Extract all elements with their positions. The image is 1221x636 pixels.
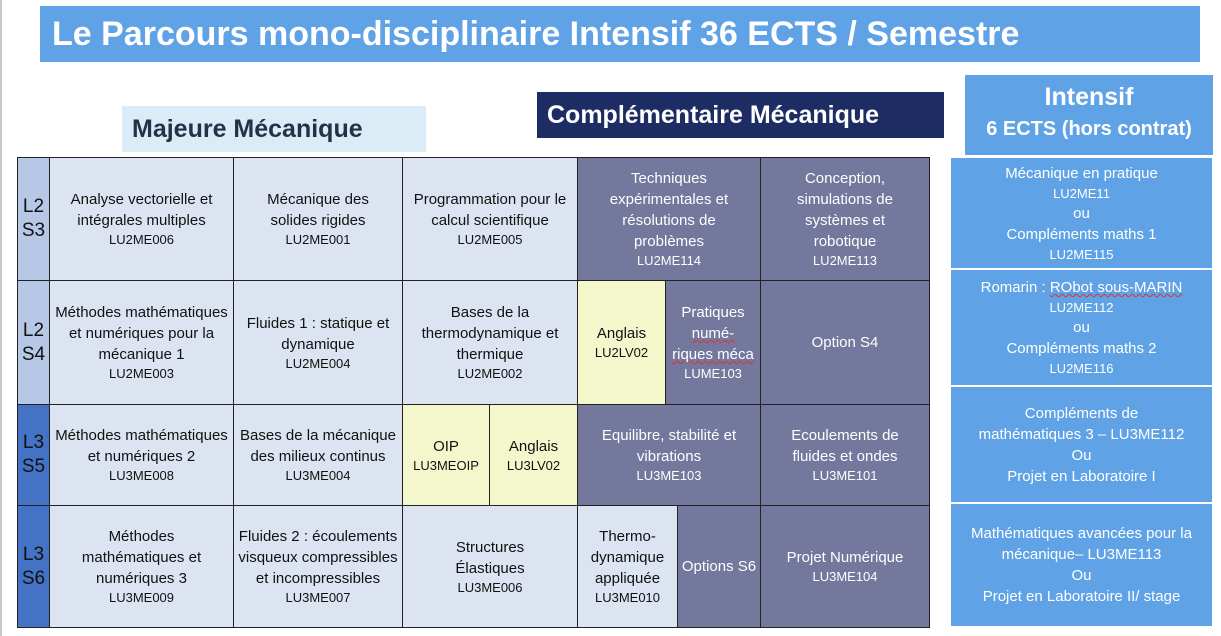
row-label-semester: S6 (21, 567, 46, 589)
intensif-option-a: Mécanique en pratique (1005, 164, 1158, 182)
row-label-year: L3 (22, 432, 45, 453)
course-cell (233, 404, 403, 506)
course-cell (402, 505, 578, 628)
course-name: Option S4 (811, 334, 879, 351)
course-name: Bases de la thermodynamique et thermique (421, 304, 559, 363)
course-cell (577, 505, 678, 628)
intensif-or: Ou (1071, 446, 1092, 464)
course-name: Fluides 1 : statique et dynamique (246, 314, 390, 353)
course-code: LU3ME103 (636, 468, 702, 483)
intensif-option-b: Compléments maths 2 (1006, 340, 1157, 357)
header-intensif (965, 75, 1213, 155)
course-cell (49, 505, 234, 628)
intensif-option-a: Compléments de mathématiques 3 – LU3ME112 (978, 404, 1185, 443)
intensif-or: ou (1073, 319, 1090, 336)
row-label-semester: S3 (21, 220, 46, 241)
course-cell (402, 157, 578, 281)
course-name: Anglais (508, 437, 559, 455)
course-code: LU2ME114 (636, 253, 702, 268)
course-name: Thermo-dynamique appliquée (590, 528, 665, 587)
course-name: Mécanique des solides rigides (267, 191, 369, 229)
row-label-l2-s4 (17, 280, 50, 405)
course-code: LUME103 (684, 366, 742, 381)
course-code: LU3MEOIP (413, 457, 479, 473)
course-name: Méthodes mathématiques et numériques 2 (55, 427, 228, 465)
course-name: Anglais (596, 325, 647, 342)
course-cell (402, 404, 490, 506)
course-code: LU3ME008 (108, 468, 175, 483)
intensif-option-a-title: RObot sous-MARIN (1049, 279, 1183, 296)
course-code: LU2ME003 (108, 366, 175, 381)
course-name: Projet Numérique (786, 549, 904, 566)
course-name: Techniques expérimentales et résolutions de problèmes (609, 170, 729, 250)
intensif-option-a: Mathématiques avancées pour la mécanique– LU3ME113 (971, 525, 1192, 563)
course-name: Bases de la mécanique des milieux continus (240, 427, 396, 465)
course-name: Conception, simulations de systèmes et robotique (797, 170, 893, 250)
course-name: Programmation pour le calcul scientifique (413, 191, 567, 229)
course-code: LU3ME007 (285, 590, 351, 605)
header-majeure: Majeure Mécanique (122, 106, 426, 152)
course-cell (489, 404, 578, 506)
course-code: LU3ME009 (108, 590, 175, 605)
intensif-or: ou (1073, 204, 1090, 222)
intensif-option-a (981, 277, 1183, 298)
row-label-semester: S4 (21, 343, 46, 365)
course-name: Analyse vectorielle et intégrales multiples (70, 191, 213, 229)
row-label-semester: S5 (21, 456, 46, 477)
header-intensif-title: Intensif (1044, 83, 1134, 111)
intensif-option-b: Projet en Laboratoire I (1007, 467, 1156, 485)
course-code: LU3ME010 (594, 590, 661, 605)
course-code: LU2ME005 (457, 232, 523, 247)
page-edge-line (0, 0, 2, 636)
course-code: LU2LV02 (594, 345, 649, 360)
course-code: LU3LV02 (506, 457, 561, 473)
course-code: LU2ME004 (285, 355, 351, 371)
course-cell (49, 404, 234, 506)
course-cell (760, 404, 930, 506)
course-cell (577, 404, 761, 506)
row-label-year: L2 (22, 319, 45, 341)
header-intensif-subtitle: 6 ECTS (hors contrat) (986, 118, 1192, 140)
intensif-cell-s3 (950, 157, 1213, 269)
course-code: LU3ME006 (457, 579, 523, 595)
intensif-cell-s6 (950, 503, 1213, 627)
course-cell (49, 157, 234, 281)
intensif-cell-s5 (950, 386, 1213, 503)
course-code: LU2ME002 (457, 366, 523, 381)
course-name-line: numé- (691, 325, 735, 342)
course-code: LU2ME006 (108, 232, 175, 247)
course-cell (577, 280, 666, 405)
course-cell (760, 505, 930, 628)
intensif-option-a-code: LU2ME11 (1053, 185, 1110, 201)
course-cell (233, 157, 403, 281)
intensif-option-b-code: LU2ME115 (1049, 246, 1114, 262)
intensif-option-b: Compléments maths 1 (1006, 225, 1157, 243)
course-code: LU3ME104 (812, 569, 878, 584)
course-name-line: Pratiques (681, 304, 745, 321)
course-name: OIP (433, 437, 459, 455)
row-label-l3-s5 (17, 404, 50, 506)
course-code: LU2ME113 (812, 253, 878, 268)
row-label-year: L2 (22, 196, 45, 217)
row-label-year: L3 (22, 543, 45, 565)
row-label-l2-s3 (17, 157, 50, 281)
course-name: Options S6 (681, 558, 757, 575)
intensif-cell-s4 (950, 269, 1213, 386)
option-cell (760, 280, 930, 405)
intensif-option-b: Projet en Laboratoire II/ stage (982, 588, 1181, 605)
course-cell (577, 157, 761, 281)
intensif-option-a-prefix: Romarin : (980, 279, 1050, 296)
header-complementaire: Complémentaire Mécanique (537, 92, 944, 138)
course-name-line: riques méca (672, 346, 754, 363)
course-cell (233, 505, 403, 628)
course-cell (402, 280, 578, 405)
row-label-l3-s6 (17, 505, 50, 628)
course-code: LU3ME101 (812, 468, 878, 483)
intensif-or: Ou (1071, 567, 1092, 584)
course-cell (49, 280, 234, 405)
course-name: Equilibre, stabilité et vibrations (601, 427, 737, 465)
course-code: LU3ME004 (285, 468, 351, 483)
course-name: Fluides 2 : écoulements visqueux compressibles et incompressibles (238, 528, 398, 587)
course-name: Méthodes mathématiques et numériques 3 (81, 528, 202, 587)
course-cell (665, 280, 761, 405)
course-code: LU2ME001 (285, 232, 351, 247)
page-title: Le Parcours mono-disciplinaire Intensif 36 ECTS / Semestre (40, 6, 1200, 62)
intensif-option-b-code: LU2ME116 (1049, 361, 1114, 376)
course-name: Ecoulements de fluides et ondes (791, 427, 899, 465)
course-name: Structures Élastiques (455, 538, 525, 577)
course-name: Méthodes mathématiques et numériques pour la mécanique 1 (55, 304, 228, 363)
course-cell (760, 157, 930, 281)
course-cell (233, 280, 403, 405)
intensif-option-a-code: LU2ME112 (1049, 300, 1114, 315)
option-cell (677, 505, 761, 628)
